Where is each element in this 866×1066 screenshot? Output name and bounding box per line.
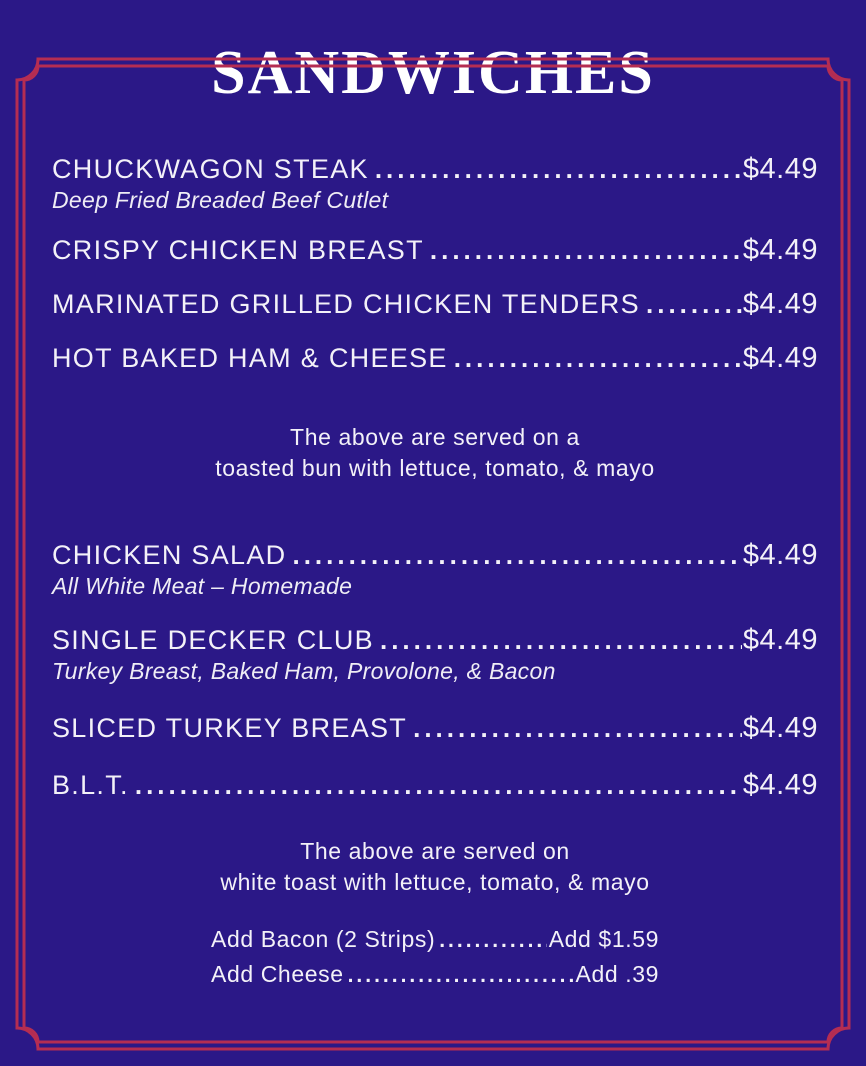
item-description: Deep Fried Breaded Beef Cutlet: [52, 187, 389, 214]
menu-item-row: [52, 770, 818, 800]
dots-leader: [413, 714, 742, 742]
menu-item-row: [52, 540, 818, 570]
item-description: All White Meat – Homemade: [52, 573, 353, 600]
serving-note-line: white toast with lettuce, tomato, & mayo: [220, 869, 650, 896]
addon-label: Add Bacon (2 Strips): [211, 926, 436, 953]
item-name: CHICKEN SALAD: [52, 539, 287, 570]
menu-item-row: [52, 235, 818, 265]
item-name: HOT BAKED HAM & CHEESE: [52, 343, 448, 374]
menu-page: [0, 39, 866, 1066]
dots-leader: [292, 541, 741, 569]
item-price: $4.49: [742, 342, 818, 375]
addons-list: [211, 922, 659, 991]
dots-leader: [430, 236, 742, 264]
dots-leader: [646, 290, 742, 318]
addon-price: Add .39: [575, 960, 659, 987]
dots-leader: [135, 771, 742, 799]
serving-note: [52, 422, 818, 484]
menu-item-row: [52, 154, 818, 184]
serving-note: [52, 836, 818, 898]
item-price: $4.49: [742, 768, 818, 801]
addon-row: [211, 922, 659, 957]
item-price: $4.49: [742, 233, 818, 266]
menu-item-row: [52, 625, 818, 655]
addon-label: Add Cheese: [211, 960, 344, 987]
serving-note-line: toasted bun with lettuce, tomato, & mayo: [215, 454, 655, 481]
item-price: $4.49: [742, 288, 818, 321]
addon-price: Add $1.59: [548, 926, 659, 953]
menu-item-row: [52, 713, 818, 743]
item-name: B.L.T.: [52, 769, 129, 800]
item-name: CRISPY CHICKEN BREAST: [52, 234, 424, 265]
menu-content: [0, 154, 866, 991]
addon-row: [211, 957, 659, 992]
item-description: Turkey Breast, Baked Ham, Provolone, & Bacon: [52, 658, 556, 684]
menu-item-row: [52, 343, 818, 373]
item-price: $4.49: [742, 712, 818, 745]
dots-leader: [380, 626, 742, 654]
serving-note-line: The above are served on: [300, 838, 570, 865]
item-price: $4.49: [742, 538, 818, 571]
item-price: $4.49: [742, 153, 818, 185]
item-name: CHUCKWAGON STEAK: [52, 154, 369, 184]
serving-note-line: The above are served on a: [290, 423, 580, 450]
item-name: SINGLE DECKER CLUB: [52, 624, 374, 655]
dots-leader: [439, 922, 547, 957]
item-name: SLICED TURKEY BREAST: [52, 713, 408, 744]
menu-item-row: [52, 289, 818, 319]
page-title: SANDWICHES: [211, 39, 655, 107]
dots-leader: [375, 155, 742, 183]
dots-leader: [454, 344, 742, 372]
dots-leader: [348, 957, 574, 992]
item-price: $4.49: [742, 623, 818, 656]
item-name: MARINATED GRILLED CHICKEN TENDERS: [52, 289, 640, 320]
